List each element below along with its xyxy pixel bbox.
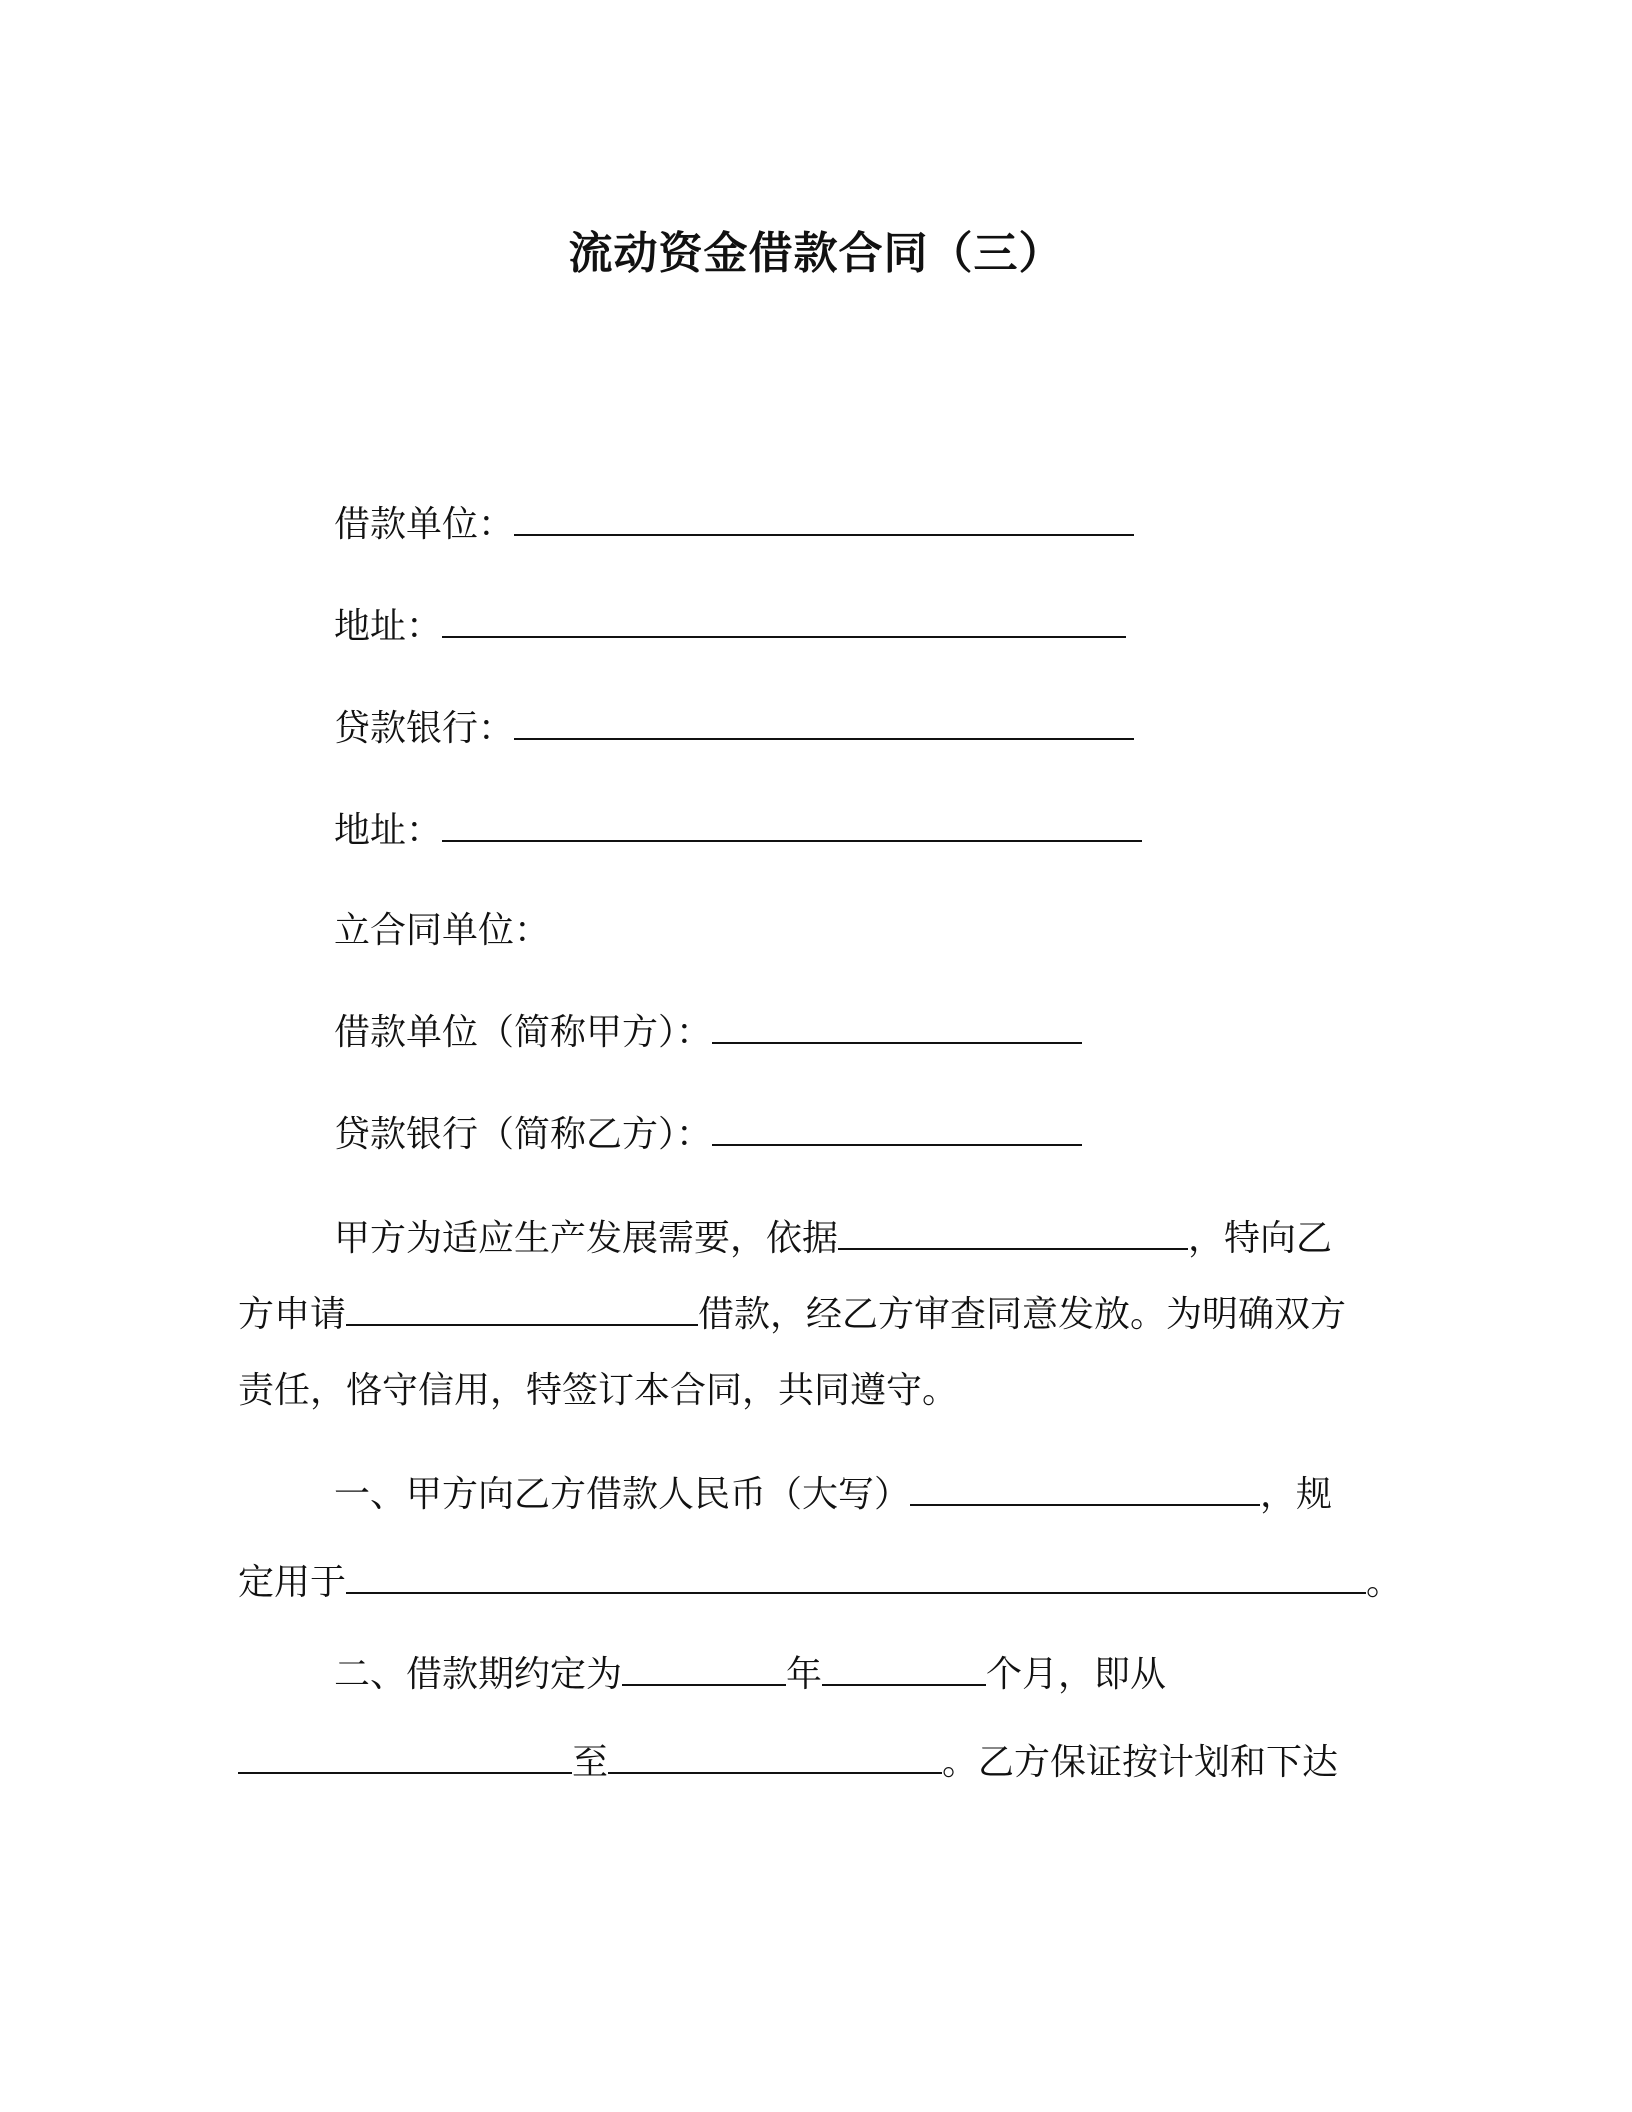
clause-1-text-2b: 。 bbox=[1366, 1562, 1403, 1603]
clause-2-years-blank[interactable] bbox=[622, 1654, 786, 1686]
clause-1-text-1a: 一、甲方向乙方借款人民币（大写） bbox=[334, 1474, 911, 1515]
document-title: 流动资金借款合同（三） bbox=[568, 228, 1064, 279]
address2-label: 地址： bbox=[334, 810, 443, 851]
party-b-label: 贷款银行（简称乙方）： bbox=[334, 1114, 713, 1155]
clause-1-line-1 bbox=[334, 1470, 1332, 1520]
party-b-row bbox=[334, 1110, 1082, 1160]
clause-2-line-2 bbox=[238, 1738, 1338, 1788]
borrower-label: 借款单位： bbox=[334, 504, 515, 545]
party-b-blank[interactable] bbox=[712, 1114, 1082, 1146]
lender-field-row bbox=[334, 704, 1134, 754]
clause-1-line-2 bbox=[238, 1558, 1402, 1608]
clause-2-start-date-blank[interactable] bbox=[238, 1742, 572, 1774]
clause-2-text-1b: 年 bbox=[786, 1654, 823, 1695]
intro-text-2b: 借款，经乙方审查同意发放。为明确双方 bbox=[698, 1294, 1347, 1335]
clause-2-line-1 bbox=[334, 1650, 1166, 1700]
address2-field-row bbox=[334, 806, 1142, 856]
party-a-row bbox=[334, 1008, 1082, 1058]
borrower-field-row bbox=[334, 500, 1134, 550]
intro-basis-blank[interactable] bbox=[838, 1218, 1188, 1250]
address1-field-row bbox=[334, 602, 1126, 652]
clause-2-text-2c: 。乙方保证按计划和下达 bbox=[942, 1742, 1339, 1783]
parties-heading: 立合同单位： bbox=[334, 910, 551, 951]
clause-1-purpose-blank[interactable] bbox=[346, 1562, 1366, 1594]
clause-2-text-1c: 个月，即从 bbox=[986, 1654, 1167, 1695]
address2-blank[interactable] bbox=[442, 810, 1142, 842]
intro-loan-type-blank[interactable] bbox=[346, 1294, 698, 1326]
intro-text-2a: 方申请 bbox=[238, 1294, 347, 1335]
intro-line-1 bbox=[334, 1214, 1332, 1264]
intro-text-1b: ，特向乙 bbox=[1188, 1218, 1333, 1259]
clause-2-text-1a: 二、借款期约定为 bbox=[334, 1654, 623, 1695]
clause-1-text-2a: 定用于 bbox=[238, 1562, 347, 1603]
clause-2-months-blank[interactable] bbox=[822, 1654, 986, 1686]
intro-line-2 bbox=[238, 1290, 1346, 1340]
clause-2-text-2b: 至 bbox=[572, 1742, 609, 1783]
lender-blank[interactable] bbox=[514, 708, 1134, 740]
clause-1-text-1b: ，规 bbox=[1260, 1474, 1333, 1515]
address1-label: 地址： bbox=[334, 606, 443, 647]
party-a-blank[interactable] bbox=[712, 1012, 1082, 1044]
intro-text-1a: 甲方为适应生产发展需要，依据 bbox=[334, 1218, 839, 1259]
address1-blank[interactable] bbox=[442, 606, 1126, 638]
borrower-blank[interactable] bbox=[514, 504, 1134, 536]
clause-1-amount-blank[interactable] bbox=[910, 1474, 1260, 1506]
clause-2-end-date-blank[interactable] bbox=[608, 1742, 942, 1774]
lender-label: 贷款银行： bbox=[334, 708, 515, 749]
intro-line-3: 责任，恪守信用，特签订本合同，共同遵守。 bbox=[238, 1370, 959, 1411]
party-a-label: 借款单位（简称甲方）： bbox=[334, 1012, 713, 1053]
